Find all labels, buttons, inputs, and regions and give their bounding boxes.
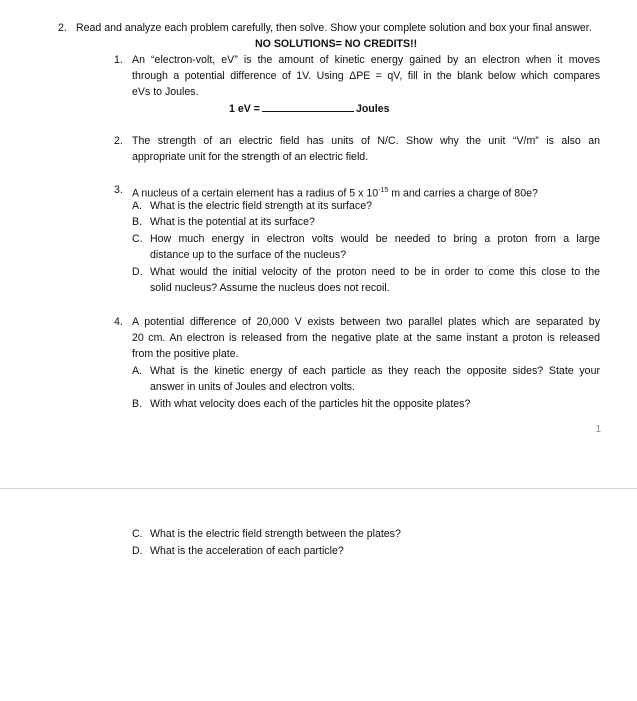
q1-line-1: An “electron-volt, eV” is the amount of kinetic energy gained by an electron when it moves xyxy=(132,54,600,66)
q3-a-text: What is the electric field strength at its surface? xyxy=(150,200,372,212)
notice-heading: NO SOLUTIONS= NO CREDITS!! xyxy=(255,38,418,50)
q3-b-text: What is the potential at its surface? xyxy=(150,216,315,228)
q4-d-label: D. xyxy=(132,545,143,557)
q1-blank-left: 1 eV = xyxy=(229,103,260,115)
q4-b-text: With what velocity does each of the particles hit the opposite plates? xyxy=(150,398,471,410)
q3-exponent: -15 xyxy=(378,187,389,194)
q4-line-2: 20 cm. An electron is released from the negative plate at the same instant a proton is released xyxy=(132,332,600,344)
q4-b-label: B. xyxy=(132,398,143,410)
q3-a-label: A. xyxy=(132,200,143,212)
q2-number: 2. xyxy=(114,135,123,147)
instruction-text: Read and analyze each problem carefully, then solve. Show your complete solution and box your final answer. xyxy=(76,22,592,34)
q3-c-label: C. xyxy=(132,233,143,245)
q1-blank-right: Joules xyxy=(355,103,390,115)
q3-c-line-1: How much energy in electron volts would be needed to bring a proton from a large xyxy=(150,233,600,245)
q4-c-label: C. xyxy=(132,528,143,540)
q4-a-line-1: What is the kinetic energy of each particle as they reach the opposite sides? State your xyxy=(150,365,600,377)
answer-blank xyxy=(262,102,354,112)
q3-line-1-a: A nucleus of a certain element has a radius of 5 x 10 xyxy=(132,187,379,200)
q1-line-3: eVs to Joules. xyxy=(132,86,199,98)
q3-line-1 xyxy=(132,184,538,201)
q1-number: 1. xyxy=(114,54,123,66)
q3-d-line-2: solid nucleus? Assume the nucleus does not recoil. xyxy=(150,282,390,294)
page-break xyxy=(0,488,637,701)
q3-line-1-b: m and carries a charge of 80e? xyxy=(388,187,538,200)
q2-line-1: The strength of an electric field has units of N/C. Show why the unit “V/m” is also an xyxy=(132,135,600,147)
q2-line-2: appropriate unit for the strength of an electric field. xyxy=(132,151,369,163)
q1-line-2: through a potential difference of 1V. Using ΔPE = qV, fill in the blank below which compares xyxy=(132,70,600,82)
q4-a-label: A. xyxy=(132,365,143,377)
q4-line-1: A potential difference of 20,000 V exists between two parallel plates which are separated by xyxy=(132,316,600,328)
problem-set-number: 2. xyxy=(58,22,67,34)
q4-line-3: from the positive plate. xyxy=(132,348,239,360)
q1-blank-row xyxy=(229,102,390,116)
q3-b-label: B. xyxy=(132,216,143,228)
q3-c-line-2: distance up to the surface of the nucleus? xyxy=(150,249,347,261)
page-number: 1 xyxy=(595,424,601,435)
q3-d-line-1: What would the initial velocity of the proton need to be in order to come this close to the xyxy=(150,266,600,278)
q3-number: 3. xyxy=(114,184,123,196)
q3-d-label: D. xyxy=(132,266,143,278)
q4-number: 4. xyxy=(114,316,123,328)
q4-c-text: What is the electric field strength between the plates? xyxy=(150,528,401,540)
q4-d-text: What is the acceleration of each particle? xyxy=(150,545,344,557)
q4-a-line-2: answer in units of Joules and electron volts. xyxy=(150,381,355,393)
